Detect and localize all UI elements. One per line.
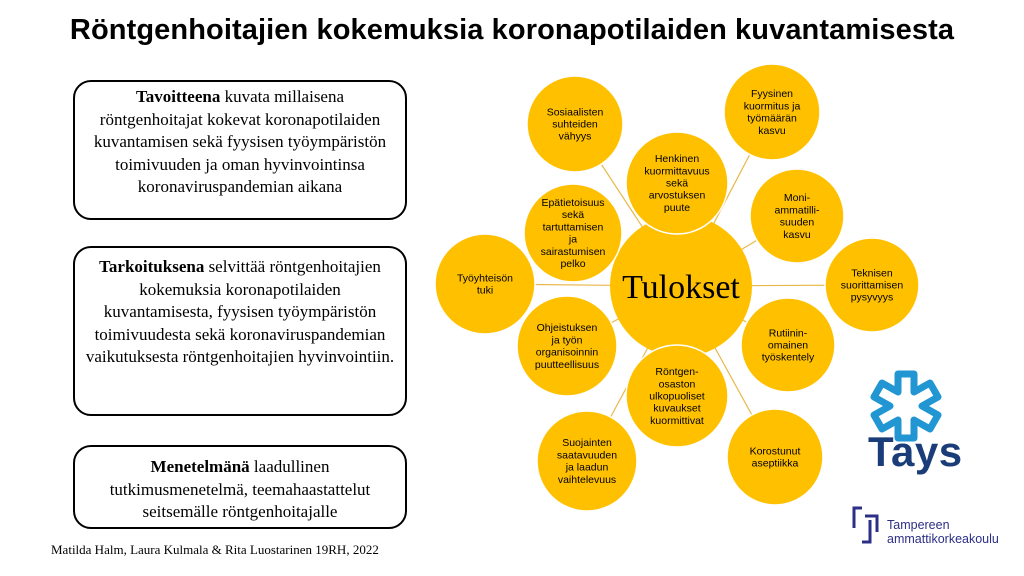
goal-text: kuvata millaisena röntgenhoitajat kokevat koronapotilaiden kuvantamisen sekä fyysisen työympäristön toimivuuden ja oman hyvinvointinsa koronaviruspandemian aikana [93,87,387,196]
page-title: Röntgenhoitajien kokemuksia koronapotilaiden kuvantamisesta [69,14,955,46]
purpose-text: selvittää röntgenhoitajien kokemuksia koronapotilaiden kuvantamisesta, fyysisen työympäristön toimivuudesta sekä koronaviruspandemian vaikutuksesta röntgenhoitajien hyvinvointiin. [85,257,395,366]
node-label: Moni- [783,192,811,205]
node-label: ulkopuoliset [649,390,705,403]
tays-logo-text: Tays [868,428,963,475]
center-label: Tulokset [622,269,740,306]
node-korostunut [727,409,823,505]
node-label: ja laadun [565,461,609,474]
node-label: Ohjeistuksen [536,322,598,335]
node-label: suuden [779,216,815,229]
node-label: Röntgen- [655,366,699,379]
node-henkinen [626,132,728,234]
node-sosiaalisten [527,76,623,172]
node-label: puute [663,201,691,214]
node-label: ja [568,233,578,246]
node-label: Korostunut [749,445,801,458]
purpose-bold: Tarkoituksena [99,257,205,276]
node-label: Suojainten [562,437,612,450]
node-label: kuormittivat [650,414,704,427]
node-label: aseptiikka [751,457,799,470]
tamk-line-1: Tampereen [887,518,950,532]
node-label: pelko [560,258,586,270]
node-label: ammatilli- [774,204,820,217]
node-rontgenosaston [626,345,728,447]
node-label: sekä [561,209,585,222]
authors-footer: Matilda Halm, Laura Kulmala & Rita Luostarinen 19RH, 2022 [51,542,379,557]
tamk-logo-icon [848,502,886,550]
tamk-logo-text [887,518,999,546]
node-label: suorittamisen [840,279,904,292]
node-label: suhteiden [552,118,598,131]
node-label: organisoinnin [535,346,599,359]
node-label: vähyys [558,130,592,143]
node-label: Fyysinen [750,88,794,101]
node-label: ja työn [551,334,583,347]
method-text: laadullinen tutkimusmenetelmä, teemahaastattelut seitsemälle röntgenhoitajalle [109,457,371,521]
node-label: tuki [476,284,494,297]
node-ohjeistuksen [517,296,617,396]
node-label: vaihtelevuus [557,473,617,486]
node-label: puutteellisuus [534,358,600,371]
node-label: kasvu [758,124,786,137]
node-label: saatavuuden [556,449,618,462]
node-label: omainen [767,339,809,352]
node-label: osaston [658,378,696,391]
node-label: kasvu [783,228,811,241]
method-bold: Menetelmänä [150,457,250,476]
node-tyoyhteison [435,234,535,334]
node-rutiininomainen [741,298,835,392]
node-suojainten [537,411,637,511]
goal-bold: Tavoitteena [135,87,221,106]
node-label: työmäärän [747,112,797,125]
node-label: sekä [665,177,689,190]
node-label: Teknisen [851,267,893,280]
node-label: Työyhteisön [456,272,514,285]
node-label: kuormitus ja [743,100,801,113]
node-label: arvostuksen [648,189,706,202]
node-moniammatillisuuden [750,169,844,263]
node-label: kuvaukset [653,402,701,415]
node-teknisen [825,238,919,332]
node-label: Rutiinin- [768,327,808,340]
tamk-line-2: ammattikorkeakoulu [887,532,999,546]
node-label: tartuttamisen [542,221,604,234]
node-label: Sosiaalisten [546,106,604,119]
node-label: kuormittavuus [644,165,710,178]
node-label: pysyvyys [850,291,894,304]
node-label: Epätietoisuus [541,197,605,209]
node-fyysinen [724,64,820,160]
node-label: työskentely [761,351,815,364]
node-label: sairastumisen [540,245,606,258]
node-epatietoisuus [524,184,622,282]
node-label: Henkinen [654,153,700,166]
